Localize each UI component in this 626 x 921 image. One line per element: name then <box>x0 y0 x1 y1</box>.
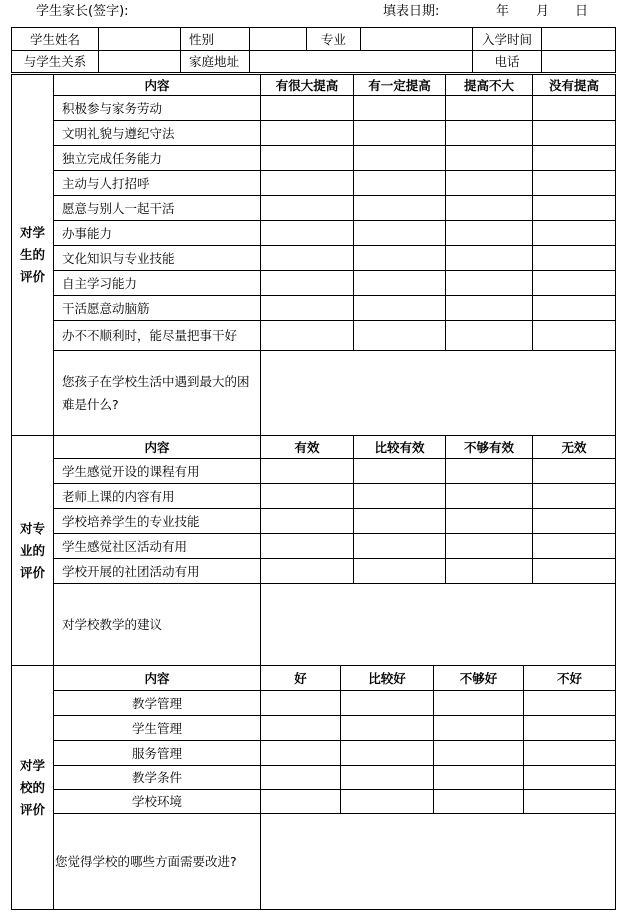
table-row <box>12 321 616 351</box>
school-eval-item: 学生管理 <box>54 716 261 741</box>
student-eval-section-label: 对学生的评价 <box>12 75 54 436</box>
major-eval-section-label: 对专业的评价 <box>12 436 54 666</box>
rating-cell[interactable] <box>533 246 616 271</box>
table-row <box>12 171 616 196</box>
month-label: 月 <box>536 4 550 19</box>
rating-cell[interactable] <box>533 321 616 351</box>
student-eval-item: 主动与人打招呼 <box>54 171 261 196</box>
rating-cell[interactable] <box>446 246 533 271</box>
student-eval-item: 文明礼貌与遵纪守法 <box>54 121 261 146</box>
rating-cell[interactable] <box>354 246 446 271</box>
gender-field[interactable] <box>250 28 307 51</box>
rating-cell[interactable] <box>354 96 446 121</box>
rating-cell[interactable] <box>446 96 533 121</box>
rating-cell[interactable] <box>446 321 533 351</box>
rating-cell[interactable] <box>354 171 446 196</box>
rating-cell[interactable] <box>261 559 354 584</box>
student-eval-item: 文化知识与专业技能 <box>54 246 261 271</box>
major-eval-item: 学校开展的社团活动有用 <box>54 559 261 584</box>
rating-cell[interactable] <box>446 171 533 196</box>
student-eval-col-content: 内容 <box>54 75 261 96</box>
major-eval-item: 学生感觉社区活动有用 <box>54 534 261 559</box>
rating-cell[interactable] <box>261 716 341 741</box>
rating-cell[interactable] <box>341 790 434 814</box>
student-eval-item: 办事能力 <box>54 221 261 246</box>
rating-cell[interactable] <box>354 534 446 559</box>
rating-cell[interactable] <box>533 484 616 509</box>
rating-cell[interactable] <box>261 321 354 351</box>
student-name-label: 学生姓名 <box>12 28 99 51</box>
rating-cell[interactable] <box>261 534 354 559</box>
rating-cell[interactable] <box>434 766 524 790</box>
rating-cell[interactable] <box>533 559 616 584</box>
rating-cell[interactable] <box>434 691 524 716</box>
school-improvement-answer[interactable] <box>261 814 616 910</box>
rating-cell[interactable] <box>261 121 354 146</box>
rating-cell[interactable] <box>446 534 533 559</box>
rating-cell[interactable] <box>446 296 533 321</box>
table-row <box>12 559 616 584</box>
fill-date-label: 填表日期: <box>383 4 440 19</box>
enroll-time-label: 入学时间 <box>473 28 542 51</box>
rating-cell[interactable] <box>446 559 533 584</box>
table-row <box>12 271 616 296</box>
rating-cell[interactable] <box>261 790 341 814</box>
major-eval-table <box>11 435 616 666</box>
rating-cell[interactable] <box>524 716 616 741</box>
rating-cell[interactable] <box>446 221 533 246</box>
rating-cell[interactable] <box>446 509 533 534</box>
rating-cell[interactable] <box>341 766 434 790</box>
school-eval-col-2: 比较好 <box>341 666 434 691</box>
table-row <box>12 790 616 814</box>
table-row <box>12 96 616 121</box>
rating-cell[interactable] <box>261 509 354 534</box>
school-eval-item: 学校环境 <box>54 790 261 814</box>
rating-cell[interactable] <box>261 459 354 484</box>
phone-field[interactable] <box>542 51 616 73</box>
rating-cell[interactable] <box>434 741 524 766</box>
rating-cell[interactable] <box>533 296 616 321</box>
major-eval-item: 学生感觉开设的课程有用 <box>54 459 261 484</box>
rating-cell[interactable] <box>261 171 354 196</box>
student-eval-col-2: 有一定提高 <box>354 75 446 96</box>
student-eval-item: 积极参与家务劳动 <box>54 96 261 121</box>
rating-cell[interactable] <box>261 221 354 246</box>
rating-cell[interactable] <box>341 691 434 716</box>
student-eval-item: 办不不顺利时，能尽量把事干好 <box>54 321 261 351</box>
table-row <box>12 121 616 146</box>
rating-cell[interactable] <box>354 271 446 296</box>
rating-cell[interactable] <box>354 146 446 171</box>
school-eval-item: 服务管理 <box>54 741 261 766</box>
rating-cell[interactable] <box>446 484 533 509</box>
student-eval-table <box>11 74 616 436</box>
student-eval-item: 独立完成任务能力 <box>54 146 261 171</box>
address-label: 家庭地址 <box>181 51 250 73</box>
student-name-field[interactable] <box>99 28 181 51</box>
table-row <box>12 509 616 534</box>
rating-cell[interactable] <box>261 196 354 221</box>
phone-label: 电话 <box>473 51 542 73</box>
rating-cell[interactable] <box>434 716 524 741</box>
rating-cell[interactable] <box>533 171 616 196</box>
rating-cell[interactable] <box>354 559 446 584</box>
rating-cell[interactable] <box>354 121 446 146</box>
rating-cell[interactable] <box>261 296 354 321</box>
table-row <box>12 146 616 171</box>
relation-label: 与学生关系 <box>12 51 99 73</box>
table-row <box>12 741 616 766</box>
day-label: 日 <box>575 4 589 19</box>
major-eval-col-content: 内容 <box>54 436 261 459</box>
table-row <box>12 296 616 321</box>
rating-cell[interactable] <box>446 459 533 484</box>
rating-cell[interactable] <box>341 716 434 741</box>
major-eval-col-3: 不够有效 <box>446 436 533 459</box>
table-row <box>12 221 616 246</box>
student-eval-item: 自主学习能力 <box>54 271 261 296</box>
table-row <box>12 459 616 484</box>
table-row <box>12 691 616 716</box>
rating-cell[interactable] <box>524 790 616 814</box>
school-eval-table <box>11 665 616 910</box>
school-eval-col-3: 不够好 <box>434 666 524 691</box>
rating-cell[interactable] <box>354 509 446 534</box>
rating-cell[interactable] <box>354 484 446 509</box>
major-eval-item: 学校培养学生的专业技能 <box>54 509 261 534</box>
rating-cell[interactable] <box>446 196 533 221</box>
major-eval-col-4: 无效 <box>533 436 616 459</box>
rating-cell[interactable] <box>354 196 446 221</box>
school-eval-col-1: 好 <box>261 666 341 691</box>
school-eval-item: 教学管理 <box>54 691 261 716</box>
rating-cell[interactable] <box>261 484 354 509</box>
parent-signature-label: 学生家长(签字): <box>36 4 129 19</box>
rating-cell[interactable] <box>446 121 533 146</box>
rating-cell[interactable] <box>446 146 533 171</box>
teaching-suggestion-answer[interactable] <box>261 584 616 666</box>
gender-label: 性别 <box>181 28 250 51</box>
major-eval-item: 老师上课的内容有用 <box>54 484 261 509</box>
student-eval-col-3: 提高不大 <box>446 75 533 96</box>
rating-cell[interactable] <box>533 221 616 246</box>
rating-cell[interactable] <box>446 271 533 296</box>
rating-cell[interactable] <box>533 146 616 171</box>
rating-cell[interactable] <box>533 509 616 534</box>
rating-cell[interactable] <box>354 459 446 484</box>
school-eval-section-label: 对学校的评价 <box>12 666 54 910</box>
teaching-suggestion-label: 对学校教学的建议 <box>54 584 261 666</box>
student-eval-item: 干活愿意动脑筋 <box>54 296 261 321</box>
rating-cell[interactable] <box>354 321 446 351</box>
relation-field[interactable] <box>99 51 181 73</box>
student-eval-col-4: 没有提高 <box>533 75 616 96</box>
address-field[interactable] <box>250 51 473 73</box>
table-row <box>12 484 616 509</box>
rating-cell[interactable] <box>524 691 616 716</box>
rating-cell[interactable] <box>354 221 446 246</box>
rating-cell[interactable] <box>261 146 354 171</box>
table-row <box>12 766 616 790</box>
major-label: 专业 <box>307 28 361 51</box>
rating-cell[interactable] <box>524 741 616 766</box>
school-improvement-question: 您觉得学校的哪些方面需要改进? <box>54 814 261 910</box>
rating-cell[interactable] <box>354 296 446 321</box>
student-difficulty-answer[interactable] <box>261 351 616 436</box>
student-info-table <box>11 27 616 73</box>
rating-cell[interactable] <box>533 534 616 559</box>
rating-cell[interactable] <box>261 766 341 790</box>
school-eval-col-content: 内容 <box>54 666 261 691</box>
rating-cell[interactable] <box>434 790 524 814</box>
student-difficulty-question: 您孩子在学校生活中遇到最大的困难是什么? <box>54 351 261 436</box>
year-label: 年 <box>496 4 510 19</box>
major-field[interactable] <box>361 28 473 51</box>
rating-cell[interactable] <box>533 121 616 146</box>
rating-cell[interactable] <box>533 271 616 296</box>
rating-cell[interactable] <box>533 459 616 484</box>
rating-cell[interactable] <box>261 246 354 271</box>
table-row <box>12 196 616 221</box>
enroll-time-field[interactable] <box>542 28 616 51</box>
rating-cell[interactable] <box>261 691 341 716</box>
table-row <box>12 534 616 559</box>
school-eval-col-4: 不好 <box>524 666 616 691</box>
student-eval-col-1: 有很大提高 <box>261 75 354 96</box>
rating-cell[interactable] <box>261 96 354 121</box>
rating-cell[interactable] <box>533 196 616 221</box>
table-row <box>12 246 616 271</box>
school-eval-item: 教学条件 <box>54 766 261 790</box>
major-eval-col-1: 有效 <box>261 436 354 459</box>
rating-cell[interactable] <box>261 741 341 766</box>
student-eval-item: 愿意与别人一起干活 <box>54 196 261 221</box>
table-row <box>12 716 616 741</box>
rating-cell[interactable] <box>533 96 616 121</box>
rating-cell[interactable] <box>261 271 354 296</box>
rating-cell[interactable] <box>524 766 616 790</box>
rating-cell[interactable] <box>341 741 434 766</box>
major-eval-col-2: 比较有效 <box>354 436 446 459</box>
